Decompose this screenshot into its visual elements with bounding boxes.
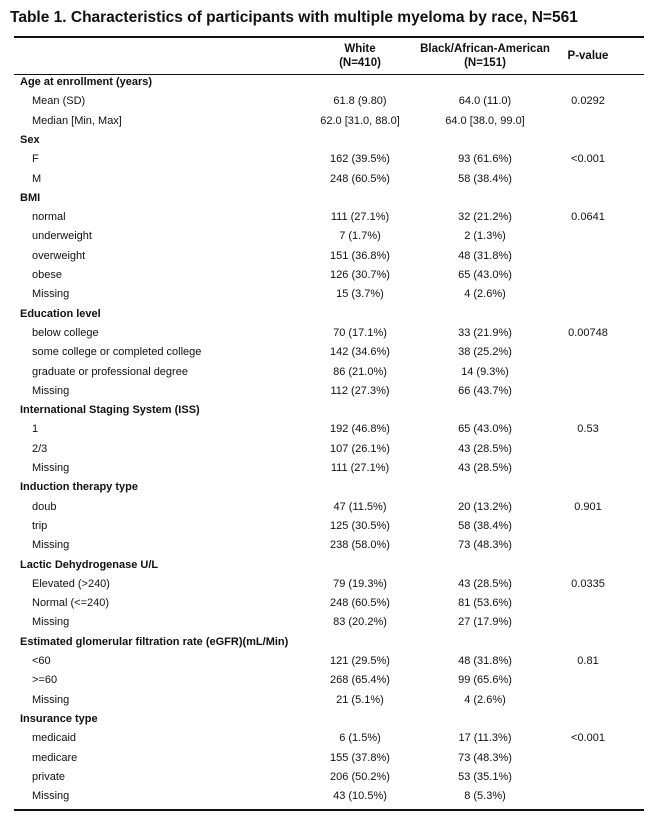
p-value: <0.001 <box>571 732 605 745</box>
white-value: 151 (36.8%) <box>330 249 390 262</box>
black-value: 33 (21.9%) <box>458 326 512 339</box>
table-row <box>0 92 658 111</box>
table-row <box>0 459 658 478</box>
section-header-row <box>0 478 658 497</box>
white-value: 70 (17.1%) <box>333 326 387 339</box>
row-label: Missing <box>32 288 70 301</box>
row-label: 2/3 <box>32 442 48 455</box>
section-header-row <box>0 401 658 420</box>
row-label: trip <box>32 519 48 532</box>
table-row <box>0 749 658 768</box>
header-white-label: White <box>344 43 376 55</box>
black-value: 14 (9.3%) <box>461 365 509 378</box>
table-row <box>0 613 658 632</box>
table-row <box>0 150 658 169</box>
table-top-rule <box>14 36 644 38</box>
section-label: Induction therapy type <box>20 481 138 494</box>
table-row <box>0 266 658 285</box>
row-label: Missing <box>32 462 70 474</box>
row-label: Mean (SD) <box>32 95 86 108</box>
section-label: Lactic Dehydrogenase U/L <box>20 558 159 571</box>
white-value: 107 (26.1%) <box>330 442 390 455</box>
black-value: 66 (43.7%) <box>458 384 512 397</box>
section-header-row <box>0 633 658 652</box>
row-label: Elevated (>240) <box>32 577 110 590</box>
header-pvalue-label: P-value <box>567 50 609 62</box>
section-label: BMI <box>20 191 41 204</box>
table-row <box>0 324 658 343</box>
p-value: 0.00748 <box>568 326 608 339</box>
row-label: Missing <box>32 693 70 706</box>
section-label: Estimated glomerular filtration rate (eGFR)(mL/Min) <box>20 635 289 648</box>
white-value: 155 (37.8%) <box>330 751 390 764</box>
table-row <box>0 285 658 304</box>
black-value: 73 (48.3%) <box>458 751 512 764</box>
row-label: Missing <box>32 384 70 397</box>
table-row <box>0 208 658 227</box>
white-value: 21 (5.1%) <box>336 693 384 706</box>
white-value: 47 (11.5%) <box>333 500 387 513</box>
row-label: 1 <box>32 423 39 436</box>
row-label: Missing <box>32 539 70 552</box>
black-value: 43 (28.5%) <box>458 442 512 455</box>
white-value: 6 (1.5%) <box>339 732 381 745</box>
white-value: 7 (1.7%) <box>339 230 381 243</box>
black-value: 4 (2.6%) <box>464 288 506 301</box>
p-value: 0.53 <box>577 423 599 436</box>
section-label: Sex <box>20 133 40 146</box>
black-value: 48 (31.8%) <box>458 655 512 667</box>
header-white <box>300 42 420 70</box>
table-row <box>0 594 658 613</box>
section-header-row <box>0 73 658 92</box>
row-label: some college or completed college <box>32 346 202 359</box>
black-value: 53 (35.1%) <box>458 770 512 783</box>
section-header-row <box>0 131 658 150</box>
black-value: 27 (17.9%) <box>458 616 512 629</box>
p-value: 0.0641 <box>571 211 605 224</box>
row-label: normal <box>32 211 66 224</box>
section-header-row <box>0 556 658 575</box>
black-value: 20 (13.2%) <box>458 500 512 513</box>
table-bottom-rule <box>14 809 644 811</box>
black-value: 48 (31.8%) <box>458 249 512 262</box>
white-value: 162 (39.5%) <box>330 153 390 166</box>
black-value: 17 (11.3%) <box>458 732 512 745</box>
black-value: 65 (43.0%) <box>458 269 512 281</box>
black-value: 43 (28.5%) <box>458 577 512 590</box>
row-label: doub <box>32 500 57 513</box>
section-header-row <box>0 710 658 729</box>
black-value: 8 (5.3%) <box>464 790 506 803</box>
row-label: medicaid <box>32 732 77 745</box>
white-value: 125 (30.5%) <box>330 519 390 532</box>
section-label: Education level <box>20 307 101 320</box>
white-value: 111 (27.1%) <box>330 462 390 474</box>
black-value: 58 (38.4%) <box>458 172 512 185</box>
white-value: 248 (60.5%) <box>330 597 390 610</box>
row-label: below college <box>32 326 99 339</box>
black-value: 73 (48.3%) <box>458 539 512 552</box>
row-label: private <box>32 770 66 783</box>
black-value: 81 (53.6%) <box>458 597 512 610</box>
table-row <box>0 691 658 710</box>
table-row <box>0 671 658 690</box>
row-label: underweight <box>32 230 92 243</box>
table-row <box>0 227 658 246</box>
table-row <box>0 112 658 131</box>
table-title: Table 1. Characteristics of participants with multiple myeloma by race, N=561 <box>10 9 578 26</box>
p-value: <0.001 <box>571 153 605 166</box>
row-label: Normal (<=240) <box>32 597 110 610</box>
white-value: 43 (10.5%) <box>333 790 387 803</box>
white-value: 111 (27.1%) <box>330 211 390 224</box>
white-value: 126 (30.7%) <box>330 269 390 281</box>
header-white-n: (N=410) <box>339 57 381 69</box>
row-label: M <box>32 172 42 185</box>
p-value: 0.81 <box>577 655 599 667</box>
section-header-row <box>0 189 658 208</box>
white-value: 206 (50.2%) <box>330 770 390 783</box>
table-row <box>0 575 658 594</box>
header-pvalue <box>555 49 621 63</box>
row-label: obese <box>32 269 62 281</box>
white-value: 142 (34.6%) <box>330 346 390 359</box>
row-label: Median [Min, Max] <box>32 114 122 127</box>
black-value: 64.0 (11.0) <box>458 95 512 108</box>
table-row <box>0 517 658 536</box>
table-row <box>0 652 658 671</box>
table-row <box>0 768 658 787</box>
row-label: graduate or professional degree <box>32 365 188 378</box>
row-label: Missing <box>32 790 70 803</box>
table-row <box>0 729 658 748</box>
white-value: 121 (29.5%) <box>330 655 390 667</box>
header-black-label: Black/African-American <box>420 43 550 55</box>
table-row <box>0 170 658 189</box>
section-label: Insurance type <box>20 712 98 725</box>
row-label: F <box>32 153 39 166</box>
row-label: medicare <box>32 751 78 764</box>
section-label: International Staging System (ISS) <box>20 404 200 417</box>
table-row <box>0 787 658 806</box>
p-value: 0.0292 <box>571 95 605 108</box>
black-value: 43 (28.5%) <box>458 462 512 474</box>
black-value: 32 (21.2%) <box>458 211 512 224</box>
black-value: 58 (38.4%) <box>458 519 512 532</box>
table-row <box>0 247 658 266</box>
section-header-row <box>0 305 658 324</box>
section-label: Age at enrollment (years) <box>20 76 153 88</box>
black-value: 99 (65.6%) <box>458 674 512 687</box>
table-row <box>0 363 658 382</box>
white-value: 79 (19.3%) <box>333 577 387 590</box>
white-value: 86 (21.0%) <box>333 365 387 378</box>
white-value: 62.0 [31.0, 88.0] <box>320 114 400 127</box>
header-black-n: (N=151) <box>464 57 506 69</box>
white-value: 238 (58.0%) <box>330 539 390 552</box>
p-value: 0.901 <box>574 500 602 513</box>
row-label: >=60 <box>32 674 58 687</box>
white-value: 15 (3.7%) <box>336 288 384 301</box>
row-label: <60 <box>32 655 51 667</box>
black-value: 2 (1.3%) <box>464 230 506 243</box>
p-value: 0.0335 <box>571 577 605 590</box>
white-value: 83 (20.2%) <box>333 616 387 629</box>
table-row <box>0 382 658 401</box>
white-value: 112 (27.3%) <box>330 384 390 397</box>
white-value: 268 (65.4%) <box>330 674 390 687</box>
black-value: 64.0 [38.0, 99.0] <box>445 114 525 127</box>
table-row <box>0 440 658 459</box>
table-row <box>0 420 658 439</box>
header-black <box>410 42 560 70</box>
black-value: 38 (25.2%) <box>458 346 512 359</box>
black-value: 65 (43.0%) <box>458 423 512 436</box>
row-label: Missing <box>32 616 70 629</box>
table-row <box>0 343 658 362</box>
white-value: 61.8 (9.80) <box>333 95 387 108</box>
white-value: 192 (46.8%) <box>330 423 390 436</box>
row-label: overweight <box>32 249 86 262</box>
black-value: 93 (61.6%) <box>458 153 512 166</box>
black-value: 4 (2.6%) <box>464 693 506 706</box>
table-row <box>0 498 658 517</box>
table-row <box>0 536 658 555</box>
white-value: 248 (60.5%) <box>330 172 390 185</box>
